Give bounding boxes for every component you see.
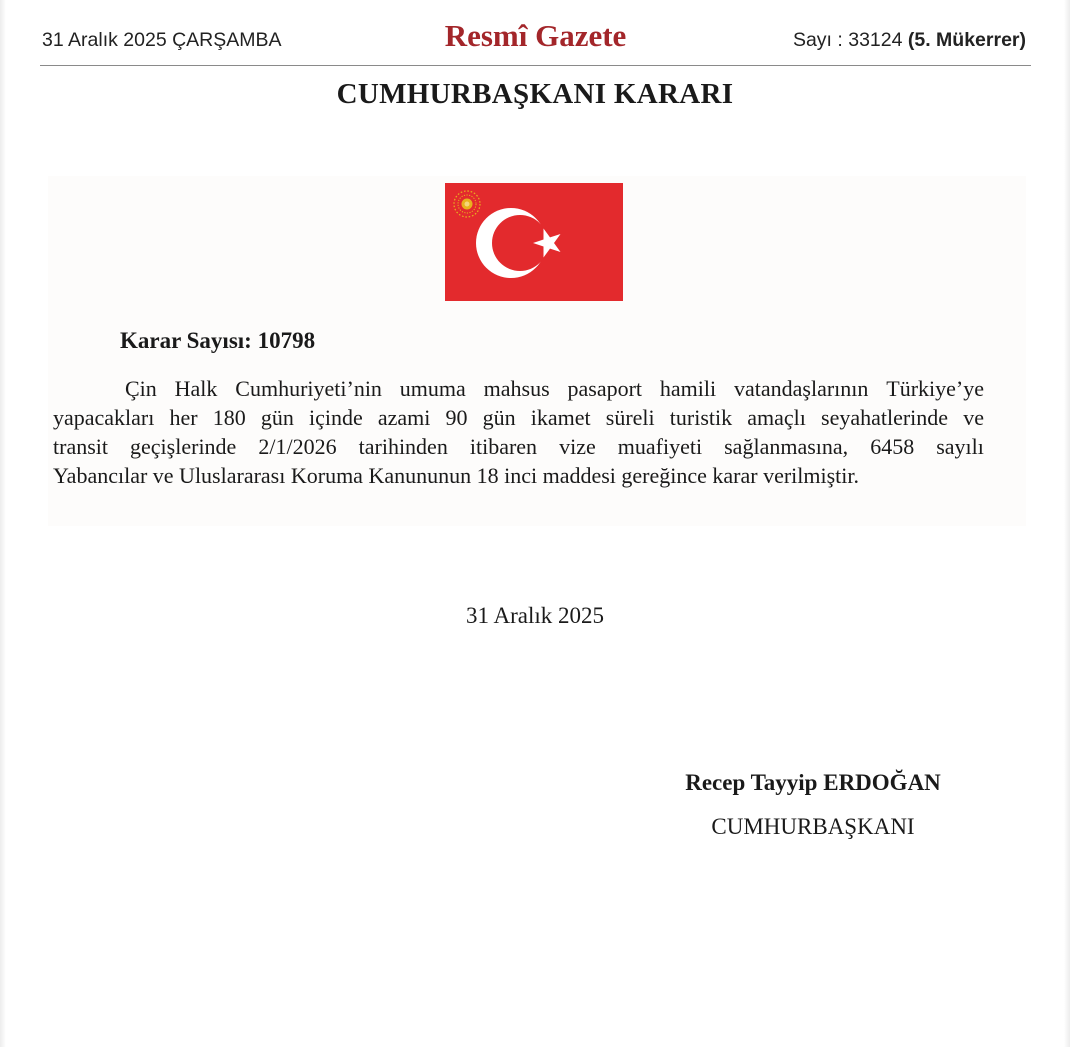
body-word: turistik bbox=[669, 405, 733, 430]
body-word: itibaren bbox=[469, 434, 538, 459]
decision-number: Karar Sayısı: 10798 bbox=[120, 328, 316, 353]
body-word: Çin bbox=[125, 376, 157, 401]
signature-date: 31 Aralık 2025 bbox=[466, 603, 604, 628]
body-word: tarihinden bbox=[358, 434, 448, 459]
body-word: ikamet bbox=[530, 405, 591, 430]
gazette-header bbox=[40, 18, 1031, 64]
body-word: Cumhuriyeti’nin bbox=[235, 376, 382, 401]
body-word: 6458 bbox=[870, 434, 915, 459]
body-word: hamili bbox=[659, 376, 717, 401]
body-word: 2/1/2026 bbox=[258, 434, 337, 459]
body-word: sayılı bbox=[936, 434, 984, 459]
body-word: pasaport bbox=[567, 376, 643, 401]
body-word: Halk bbox=[174, 376, 218, 401]
body-line-4: Yabancılar ve Uluslararası Koruma Kanununun 18 inci maddesi gereğince karar verilmiştir. bbox=[53, 463, 860, 488]
body-word: 90 bbox=[445, 405, 468, 430]
signatory-title: CUMHURBAŞKANI bbox=[711, 814, 915, 839]
body-line-1 bbox=[53, 374, 984, 403]
page-edge-left bbox=[0, 0, 6, 1047]
body-word: gün bbox=[260, 405, 294, 430]
body-word: içinde bbox=[308, 405, 363, 430]
issue-number bbox=[793, 29, 1026, 52]
body-word: muafiyeti bbox=[617, 434, 703, 459]
issue-extra: (5. Mükerrer) bbox=[907, 29, 1026, 51]
body-word: ve bbox=[963, 405, 984, 430]
body-word: her bbox=[169, 405, 198, 430]
body-word: vize bbox=[559, 434, 596, 459]
body-line-2 bbox=[53, 403, 984, 432]
body-word: yapacakları bbox=[53, 405, 155, 430]
body-word: azami bbox=[377, 405, 431, 430]
body-word: umuma bbox=[399, 376, 466, 401]
body-line-3 bbox=[53, 432, 984, 461]
decision-body bbox=[53, 374, 984, 490]
body-word: vatandaşlarının bbox=[733, 376, 869, 401]
header-rule bbox=[40, 65, 1031, 66]
body-word: amaçlı bbox=[747, 405, 806, 430]
gazette-title: Resmî Gazete bbox=[444, 18, 627, 53]
body-word: Türkiye’ye bbox=[886, 376, 984, 401]
document-heading: CUMHURBAŞKANI KARARI bbox=[336, 78, 734, 110]
body-word: gün bbox=[482, 405, 516, 430]
header-date: 31 Aralık 2025 ÇARŞAMBA bbox=[42, 29, 282, 51]
page-edge-right bbox=[1064, 0, 1070, 1047]
signatory-name: Recep Tayyip ERDOĞAN bbox=[685, 770, 941, 795]
body-word: 180 bbox=[212, 405, 246, 430]
turkish-flag-icon bbox=[445, 183, 623, 301]
body-word: transit bbox=[53, 434, 108, 459]
body-word: sağlanmasına, bbox=[724, 434, 849, 459]
body-word: mahsus bbox=[483, 376, 550, 401]
body-word: geçişlerinde bbox=[130, 434, 237, 459]
body-word: süreli bbox=[605, 405, 655, 430]
body-word: seyahatlerinde bbox=[821, 405, 949, 430]
issue-label: Sayı : 33124 bbox=[792, 29, 903, 51]
